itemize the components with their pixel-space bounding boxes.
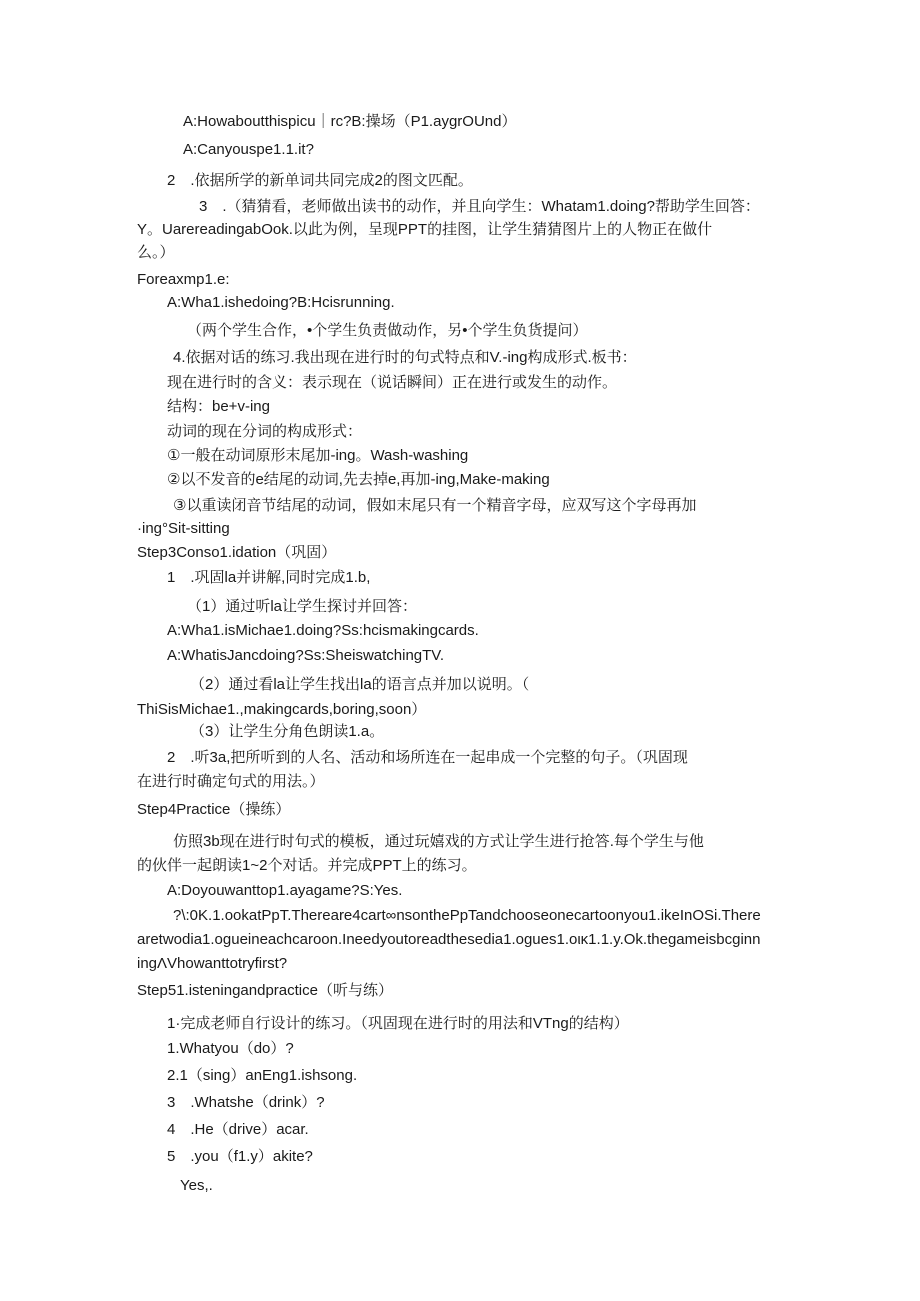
- text-line: 结构：be+v-ing: [167, 398, 270, 415]
- text-line: A:Canyouspe1.1.it?: [183, 141, 314, 158]
- text-line: （2）通过看la让学生找出la的语言点并加以说明。（: [190, 676, 530, 693]
- text-line: （3）让学生分角色朗读1.a。: [190, 723, 385, 740]
- text-line: 3 .（猜猜看，老师做出读书的动作，并且向学生：Whatam1.doing?帮助学生回答：: [199, 198, 760, 215]
- text-line: A:WhatisJancdoing?Ss:SheiswatchingTV.: [167, 647, 445, 664]
- text-line: ·ing°Sit-sitting: [137, 520, 230, 537]
- text-line: 2 .听3a,把所听到的人名、活动和场所连在一起串成一个完整的句子。（巩固现: [167, 749, 688, 766]
- text-line: A:Doyouwanttop1.ayagame?S:Yes.: [167, 882, 403, 899]
- text-line: ThiSisMichae1.,makingcards,boring,soon）: [137, 701, 427, 718]
- text-line: 3 .Whatshe（drink）?: [167, 1094, 325, 1111]
- text-line: Yes,.: [180, 1177, 213, 1194]
- text-line: 在进行时确定句式的用法。）: [137, 773, 325, 790]
- text-line: Step51.isteningandpractice（听与练）: [137, 982, 393, 999]
- text-line: 2 .依据所学的新单词共同完成2的图文匹配。: [167, 172, 473, 189]
- text-line: Step4Practice（操练）: [137, 801, 291, 818]
- text-line: 1·完成老师自行设计的练习。（巩固现在进行时的用法和VTng的结构）: [167, 1015, 629, 1032]
- text-line: （两个学生合作，•个学生负责做动作，另•个学生负货提问）: [187, 322, 588, 339]
- text-line: A:Wha1.isMichae1.doing?Ss:hcismakingcards.: [167, 622, 479, 639]
- text-line: ①一般在动词原形末尾加-ing。Wash-washing: [167, 447, 469, 464]
- text-line: aretwodia1.ogueineachcaroon.Ineedyoutoreadthesedia1.ogues1.oικ1.1.y.Ok.thegameisbcginn: [137, 931, 761, 948]
- text-line: 的伙伴一起朗读1~2个对话。并完成PPT上的练习。: [137, 857, 477, 874]
- text-line: ③以重读闭音节结尾的动词，假如末尾只有一个精音字母，应双写这个字母再加: [173, 497, 697, 514]
- text-line: 5 .you（f1.y）akite?: [167, 1148, 313, 1165]
- text-line: Foreaxmp1.e:: [137, 271, 230, 288]
- text-line: 1.Whatyou（do）?: [167, 1040, 294, 1057]
- text-line: Y。UarereadingabOok.以此为例，呈现PPT的挂图，让学生猜猜图片上的人物正在做什: [137, 221, 713, 238]
- text-line: 动词的现在分词的构成形式：: [167, 423, 363, 440]
- text-line: A:Howaboutthispicu｜rc?B:操场（P1.aygrOUnd）: [183, 113, 517, 130]
- text-line: ?\:0K.1.ookatPpT.Thereare4cart∞nsonthePpTandchooseonecartoonyou1.ikeInOSi.There: [173, 907, 761, 924]
- text-line: （1）通过听la让学生探讨并回答：: [187, 598, 418, 615]
- text-line: 现在进行时的含义：表示现在（说话瞬间）正在进行或发生的动作。: [167, 374, 618, 391]
- text-line: ②以不发音的e结尾的动词,先去掉e,再加-ing,Make-making: [167, 471, 550, 488]
- text-line: 2.1（sing）anEng1.ishsong.: [167, 1067, 358, 1084]
- text-line: Step3Conso1.idation（巩固）: [137, 544, 337, 561]
- text-line: ingΛVhowanttotryfirst?: [137, 955, 288, 972]
- text-line: 4 .He（drive）acar.: [167, 1121, 309, 1138]
- text-line: 1 .巩固la并讲解,同时完成1.b,: [167, 569, 371, 586]
- text-line: 仿照3b现在进行时句式的模板，通过玩嬉戏的方式让学生进行抢答.每个学生与他: [173, 833, 704, 850]
- text-line: A:Wha1.ishedoing?B:Hcisrunning.: [167, 294, 395, 311]
- text-line: 么。）: [137, 244, 175, 261]
- text-line: 4.依据对话的练习.我出现在进行时的句式特点和V.-ing构成形式.板书：: [173, 349, 637, 366]
